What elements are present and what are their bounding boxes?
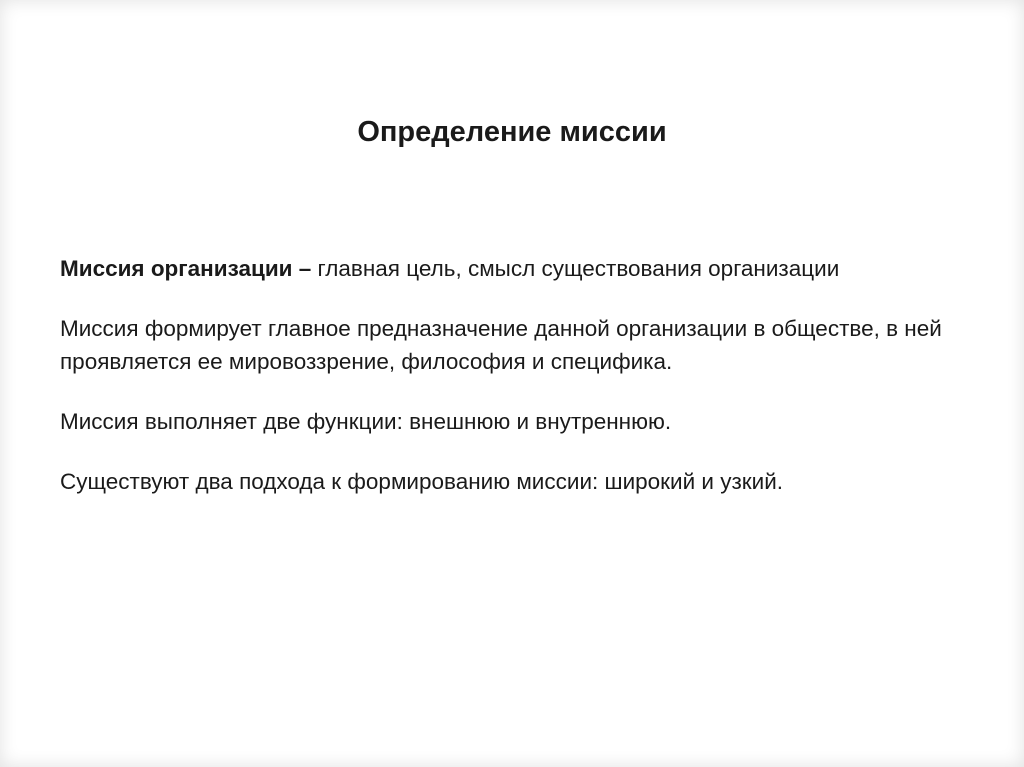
- definition-text: главная цель, смысл существования организации: [311, 256, 840, 281]
- slide-content: [60, 252, 970, 498]
- paragraph-purpose: Миссия формирует главное предназначение данной организации в обществе, в ней проявляется ее мировоззрение, философия и специфика.: [60, 316, 942, 374]
- paragraph-functions: Миссия выполняет две функции: внешнюю и внутреннюю.: [60, 409, 672, 434]
- slide-title: Определение миссии: [357, 116, 667, 148]
- definition-term: Миссия организации –: [60, 256, 312, 281]
- paragraph-approaches: Существуют два подхода к формированию миссии: широкий и узкий.: [60, 469, 784, 494]
- definition-paragraph: [60, 252, 970, 285]
